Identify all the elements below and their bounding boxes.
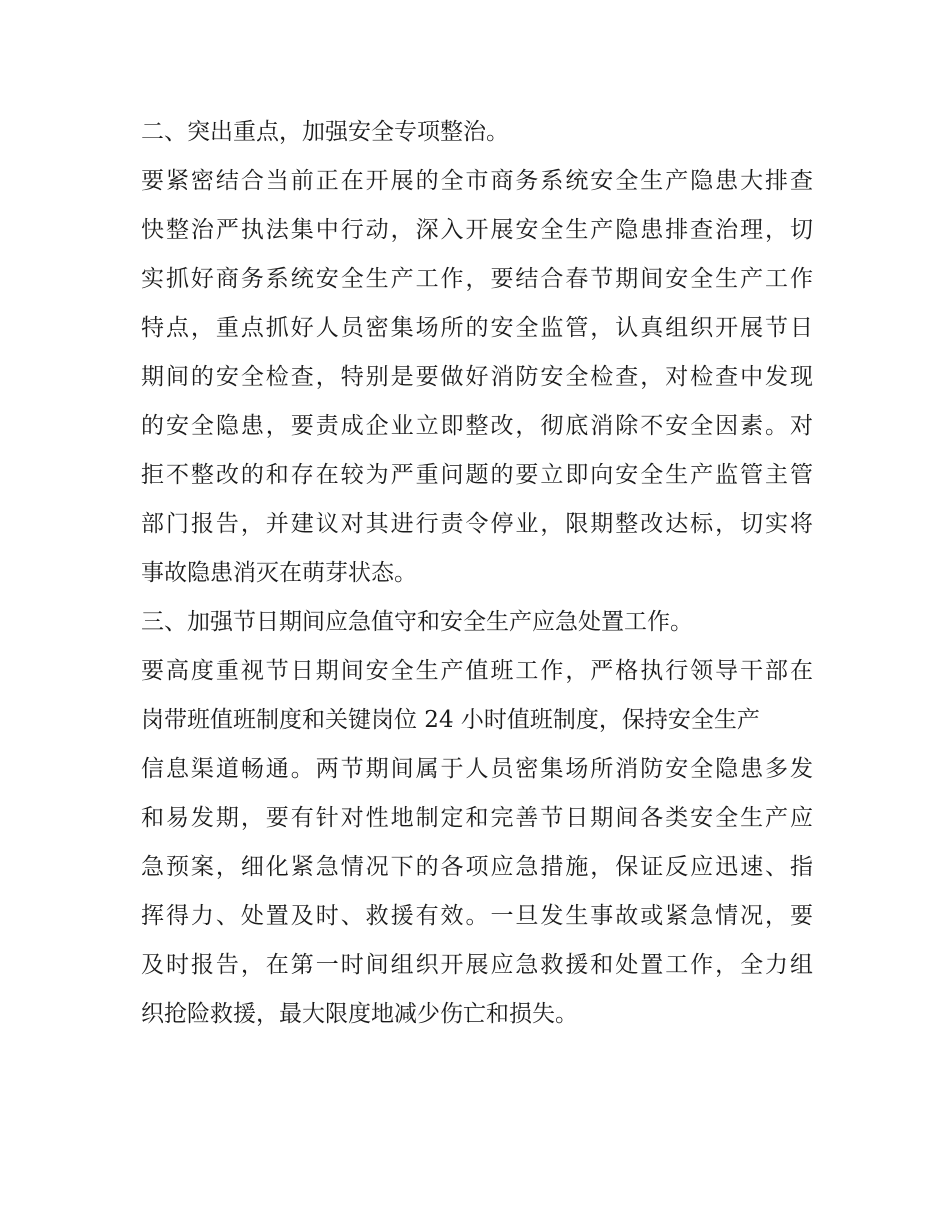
- text-line: 挥得力、处置及时、救援有效。一旦发生事故或紧急情况，要: [141, 903, 813, 929]
- text-line: 急预案，细化紧急情况下的各项应急措施，保证反应迅速、指: [141, 854, 813, 880]
- text-line: 拒不整改的和存在较为严重问题的要立即向安全生产监管主管: [141, 462, 813, 488]
- text-line: 实抓好商务系统安全生产工作，要结合春节期间安全生产工作: [141, 266, 813, 292]
- text-line: 特点，重点抓好人员密集场所的安全监管，认真组织开展节日: [141, 315, 813, 341]
- text-line: 信息渠道畅通。两节期间属于人员密集场所消防安全隐患多发: [141, 756, 813, 782]
- text-line: 的安全隐患，要责成企业立即整改，彻底消除不安全因素。对: [141, 413, 813, 439]
- document-body: [141, 108, 813, 1039]
- text-line: 快整治严执法集中行动，深入开展安全生产隐患排查治理，切: [141, 217, 813, 243]
- text-line: 事故隐患消灭在萌芽状态。: [141, 560, 417, 586]
- text-line: 岗带班值班制度和关键岗位 24 小时值班制度，保持安全生产: [141, 707, 760, 733]
- text-line: 部门报告，并建议对其进行责令停业，限期整改达标，切实将: [141, 511, 813, 537]
- text-line: 三、加强节日期间应急值守和安全生产应急处置工作。: [141, 609, 693, 635]
- text-line: 及时报告，在第一时间组织开展应急救援和处置工作，全力组: [141, 952, 813, 978]
- text-line: 和易发期，要有针对性地制定和完善节日期间各类安全生产应: [141, 805, 813, 831]
- text-line: 期间的安全检查，特别是要做好消防安全检查，对检查中发现: [141, 364, 813, 390]
- text-line: 要高度重视节日期间安全生产值班工作，严格执行领导干部在: [141, 658, 813, 684]
- text-line: 要紧密结合当前正在开展的全市商务系统安全生产隐患大排查: [141, 168, 813, 194]
- text-line: 二、突出重点，加强安全专项整治。: [141, 119, 509, 145]
- text-line: 织抢险救援，最大限度地减少伤亡和损失。: [141, 1001, 578, 1027]
